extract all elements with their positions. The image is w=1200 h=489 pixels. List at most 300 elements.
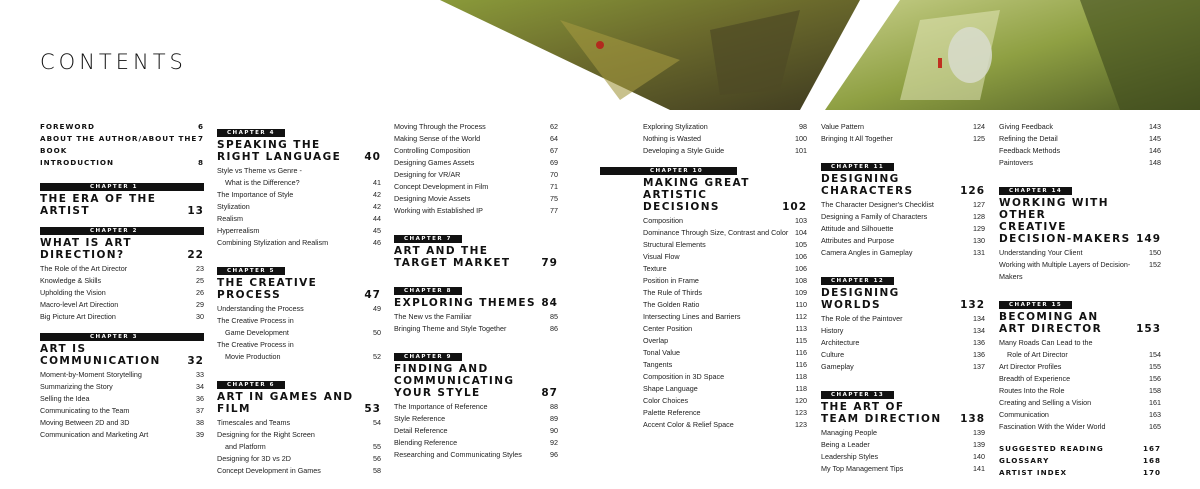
toc-entry[interactable]: [999, 409, 1161, 421]
toc-entry-page: 109: [795, 288, 807, 297]
toc-entry[interactable]: [40, 381, 204, 393]
toc-entry-page: 55: [373, 442, 381, 451]
toc-entry[interactable]: [394, 169, 558, 181]
chapter-title[interactable]: [999, 197, 1161, 245]
toc-entry-title: Intersecting Lines and Barriers: [643, 312, 741, 321]
chapter-badge: CHAPTER 9: [394, 353, 462, 361]
chapter-badge: CHAPTER 1: [40, 183, 204, 191]
chapter-title[interactable]: [643, 177, 807, 213]
chapter-badge: CHAPTER 10: [600, 167, 737, 175]
toc-column-6: [999, 121, 1161, 489]
toc-entry-page: 134: [973, 326, 985, 335]
toc-entry[interactable]: [217, 213, 381, 225]
toc-entry[interactable]: [999, 373, 1161, 385]
toc-entry-title: Exploring Stylization: [643, 122, 708, 131]
toc-entry[interactable]: [821, 451, 985, 463]
chapter-page-number: 40: [364, 151, 381, 163]
toc-entry[interactable]: [40, 405, 204, 417]
toc-entry-title: Macro-level Art Direction: [40, 300, 119, 309]
toc-entry[interactable]: [999, 133, 1161, 145]
toc-entry[interactable]: [643, 251, 807, 263]
cover-art-illustration: [380, 0, 1200, 110]
toc-entry-page: 56: [373, 454, 381, 463]
toc-entry[interactable]: [40, 263, 204, 275]
toc-entry-title: Art Director Profiles: [999, 362, 1062, 371]
chapter-title-text: THE CREATIVE PROCESS: [217, 277, 318, 301]
toc-entry[interactable]: [643, 347, 807, 359]
toc-entry-page: 113: [795, 324, 807, 333]
chapter-page-number: 132: [960, 299, 985, 311]
toc-entry-page: 64: [550, 134, 558, 143]
toc-entry-page: 54: [373, 418, 381, 427]
chapter-block: [821, 155, 985, 259]
chapter-block: [40, 227, 204, 323]
toc-entry-title: Designing Movie Assets: [394, 194, 471, 203]
toc-entry-title: Shape Language: [643, 384, 698, 393]
chapter-block: [217, 121, 381, 249]
toc-entry-page: 108: [795, 276, 807, 285]
toc-entry-title: The Golden Ratio: [643, 300, 700, 309]
toc-entry-title: Architecture: [821, 338, 860, 347]
toc-entry[interactable]: [217, 453, 381, 465]
toc-entry-title: Feedback Methods: [999, 146, 1061, 155]
toc-entry-title: Attitude and Silhouette: [821, 224, 894, 233]
toc-entry-page: 104: [795, 228, 807, 237]
toc-entry-title: Paintovers: [999, 158, 1033, 167]
toc-entry[interactable]: [40, 369, 204, 381]
toc-frontmatter-entry[interactable]: [40, 121, 204, 133]
toc-entry[interactable]: [999, 349, 1161, 361]
chapter-title[interactable]: [394, 363, 558, 399]
toc-entry[interactable]: [999, 121, 1161, 133]
toc-entry-page: 139: [973, 440, 985, 449]
toc-entry[interactable]: [821, 211, 985, 223]
toc-entry[interactable]: [643, 299, 807, 311]
toc-entry-title: Stylization: [217, 202, 250, 211]
toc-entry[interactable]: [821, 439, 985, 451]
toc-entry-title: Selling the Idea: [40, 394, 90, 403]
toc-entry-title: Overlap: [643, 336, 669, 345]
toc-entry[interactable]: [821, 235, 985, 247]
toc-entry[interactable]: [217, 237, 381, 249]
chapter-badge: CHAPTER 13: [821, 391, 894, 399]
toc-entry-title: Attributes and Purpose: [821, 236, 895, 245]
chapter-title-text: DESIGNING CHARACTERS: [821, 173, 914, 197]
toc-entry-title: Concept Development in Games: [217, 466, 321, 475]
chapter-badge: CHAPTER 15: [999, 301, 1072, 309]
toc-entry-title: Moment-by-Moment Storytelling: [40, 370, 142, 379]
chapter-page-number: 47: [364, 289, 381, 301]
toc-entry-page: 98: [799, 122, 807, 131]
toc-entry-title: Center Position: [643, 324, 693, 333]
toc-entry[interactable]: [643, 227, 807, 239]
toc-entry-title: Making Sense of the World: [394, 134, 481, 143]
toc-entry[interactable]: [394, 311, 558, 323]
toc-entry-page: 42: [373, 202, 381, 211]
toc-entry[interactable]: [217, 225, 381, 237]
chapter-page-number: 22: [187, 249, 204, 261]
toc-entry-title: GLOSSARY: [999, 456, 1050, 465]
toc-entry[interactable]: [821, 133, 985, 145]
toc-entry-title: History: [821, 326, 844, 335]
toc-entry-page: 44: [373, 214, 381, 223]
toc-entry[interactable]: [217, 351, 381, 363]
toc-entry-page: 92: [550, 438, 558, 447]
toc-entry[interactable]: [643, 275, 807, 287]
toc-entry-title: Bringing It All Together: [821, 134, 893, 143]
toc-entry[interactable]: [217, 201, 381, 213]
toc-entry-title: Researching and Communicating Styles: [394, 450, 522, 459]
chapter-page-number: 126: [960, 185, 985, 197]
toc-entry-title: Managing People: [821, 428, 877, 437]
toc-entry[interactable]: [643, 133, 807, 145]
toc-entry-page: 50: [373, 328, 381, 337]
toc-entry-page: 89: [550, 414, 558, 423]
chapter-block: [821, 383, 985, 475]
toc-entry-page: 129: [973, 224, 985, 233]
chapter-title-text: WORKING WITH OTHER CREATIVE DECISION-MAKERS: [999, 197, 1131, 245]
chapter-title-text: ART IN GAMES AND FILM: [217, 391, 354, 415]
toc-entry-page: 23: [196, 264, 204, 273]
chapter-badge: CHAPTER 3: [40, 333, 204, 341]
toc-entry-page: 45: [373, 226, 381, 235]
toc-entry-page: 118: [795, 372, 807, 381]
toc-entry[interactable]: [394, 323, 558, 335]
toc-entry[interactable]: [394, 181, 558, 193]
toc-entry[interactable]: [394, 205, 558, 217]
toc-entry-title: Tangents: [643, 360, 673, 369]
chapter-block: [394, 121, 558, 217]
toc-entry-title: Style vs Theme vs Genre -: [217, 166, 302, 175]
toc-column-5: [821, 121, 985, 485]
chapter-title[interactable]: [40, 193, 204, 217]
toc-entry-title: Breadth of Experience: [999, 374, 1071, 383]
toc-column-2: [217, 121, 381, 487]
toc-entry[interactable]: [999, 421, 1161, 433]
toc-entry[interactable]: [643, 323, 807, 335]
toc-entry[interactable]: [217, 315, 381, 327]
toc-entry-title: Fascination With the Wider World: [999, 422, 1106, 431]
toc-entry-page: 155: [1149, 362, 1161, 371]
toc-entry[interactable]: [643, 371, 807, 383]
toc-entry-page: 25: [196, 276, 204, 285]
toc-entry-title: The Creative Process in: [217, 316, 294, 325]
toc-entry-title: Color Choices: [643, 396, 689, 405]
toc-entry-title: Culture: [821, 350, 845, 359]
toc-entry-title: Hyperrealism: [217, 226, 260, 235]
toc-entry-page: 70: [550, 170, 558, 179]
toc-entry[interactable]: [40, 275, 204, 287]
toc-entry[interactable]: [643, 287, 807, 299]
toc-entry-title: Detail Reference: [394, 426, 448, 435]
toc-entry-title: Concept Development in Film: [394, 182, 489, 191]
toc-column-4: [643, 121, 807, 441]
toc-entry-page: 148: [1149, 158, 1161, 167]
toc-entry-page: 128: [973, 212, 985, 221]
toc-entry-title: Working with Established IP: [394, 206, 483, 215]
toc-entry-page: 118: [795, 384, 807, 393]
toc-entry[interactable]: [40, 287, 204, 299]
toc-entry[interactable]: [217, 177, 381, 189]
toc-entry-title: The Importance of Style: [217, 190, 294, 199]
toc-entry[interactable]: [40, 393, 204, 405]
chapter-page-number: 153: [1136, 323, 1161, 335]
toc-entry[interactable]: [217, 465, 381, 477]
chapter-title[interactable]: [821, 287, 985, 311]
toc-entry[interactable]: [821, 337, 985, 349]
toc-entry-page: 62: [550, 122, 558, 131]
toc-entry-page: 106: [795, 252, 807, 261]
chapter-title-text: DESIGNING WORLDS: [821, 287, 900, 311]
toc-entry[interactable]: [394, 157, 558, 169]
toc-entry[interactable]: [394, 413, 558, 425]
chapter-block: [821, 269, 985, 373]
toc-entry[interactable]: [394, 449, 558, 461]
toc-entry[interactable]: [643, 383, 807, 395]
chapter-title-text: SPEAKING THE RIGHT LANGUAGE: [217, 139, 342, 163]
toc-entry-title: Understanding the Process: [217, 304, 304, 313]
chapter-title[interactable]: [217, 391, 381, 415]
toc-entry-page: 41: [373, 178, 381, 187]
toc-entry[interactable]: [217, 165, 381, 177]
chapter-badge: CHAPTER 12: [821, 277, 894, 285]
toc-entry[interactable]: [40, 429, 204, 441]
toc-entry[interactable]: [821, 427, 985, 439]
toc-entry-page: 136: [973, 338, 985, 347]
toc-entry-title: Leadership Styles: [821, 452, 879, 461]
toc-entry[interactable]: [821, 361, 985, 373]
toc-entry-title: Gameplay: [821, 362, 854, 371]
toc-entry-page: 52: [373, 352, 381, 361]
chapter-title[interactable]: [217, 277, 381, 301]
toc-entry[interactable]: [643, 359, 807, 371]
toc-entry[interactable]: [643, 145, 807, 157]
toc-entry-page: 67: [550, 146, 558, 155]
toc-entry[interactable]: [999, 259, 1161, 283]
toc-entry[interactable]: [821, 247, 985, 259]
toc-entry[interactable]: [394, 401, 558, 413]
toc-entry[interactable]: [821, 325, 985, 337]
toc-entry[interactable]: [999, 385, 1161, 397]
toc-entry[interactable]: [643, 407, 807, 419]
toc-entry-page: 140: [973, 452, 985, 461]
chapter-title[interactable]: [821, 401, 985, 425]
toc-entry-page: 58: [373, 466, 381, 475]
toc-entry-page: 26: [196, 288, 204, 297]
toc-entry[interactable]: [999, 337, 1161, 349]
toc-entry[interactable]: [217, 189, 381, 201]
toc-entry-page: 123: [795, 420, 807, 429]
toc-entry[interactable]: [821, 313, 985, 325]
toc-entry-title: The Role of the Paintover: [821, 314, 903, 323]
toc-entry-title: Bringing Theme and Style Together: [394, 324, 507, 333]
toc-entry-page: 130: [973, 236, 985, 245]
chapter-page-number: 13: [187, 205, 204, 217]
toc-entry-page: 116: [795, 348, 807, 357]
toc-entry-page: 167: [1142, 444, 1161, 453]
toc-entry-title: Movie Production: [225, 352, 281, 361]
toc-entry[interactable]: [999, 397, 1161, 409]
toc-entry-title: Working with Multiple Layers of Decision-Makers: [999, 260, 1131, 281]
toc-frontmatter-entry[interactable]: [40, 133, 204, 157]
toc-entry-title: Designing for the Right Screen: [217, 430, 315, 439]
toc-entry[interactable]: [821, 349, 985, 361]
chapter-page-number: 53: [364, 403, 381, 415]
toc-entry-title: Camera Angles in Gameplay: [821, 248, 913, 257]
toc-entry-title: Being a Leader: [821, 440, 870, 449]
toc-entry-title: The Rule of Thirds: [643, 288, 702, 297]
toc-entry-title: Position in Frame: [643, 276, 699, 285]
chapter-block: [999, 179, 1161, 283]
toc-entry-page: 120: [795, 396, 807, 405]
toc-entry[interactable]: [999, 157, 1161, 169]
toc-entry-title: ARTIST INDEX: [999, 468, 1068, 477]
chapter-badge: CHAPTER 11: [821, 163, 894, 171]
toc-entry-page: 42: [373, 190, 381, 199]
chapter-page-number: 149: [1136, 233, 1161, 245]
toc-entry-title: Role of Art Director: [1007, 350, 1068, 359]
toc-entry[interactable]: [217, 441, 381, 453]
toc-entry[interactable]: [821, 121, 985, 133]
chapter-block: [394, 345, 558, 461]
toc-entry[interactable]: [643, 419, 807, 431]
chapter-title-text: WHAT IS ART DIRECTION?: [40, 237, 132, 261]
chapter-badge: CHAPTER 14: [999, 187, 1072, 195]
toc-entry-page: 170: [1142, 468, 1161, 477]
chapter-title-text: BECOMING AN ART DIRECTOR: [999, 311, 1103, 335]
toc-entry[interactable]: [643, 311, 807, 323]
chapter-title-text: THE ERA OF THE ARTIST: [40, 193, 157, 217]
page-title: CONTENTS: [40, 50, 187, 74]
toc-entry-title: The Role of the Art Director: [40, 264, 128, 273]
toc-entry[interactable]: [999, 361, 1161, 373]
toc-entry-title: Refining the Detail: [999, 134, 1058, 143]
toc-entry[interactable]: [999, 145, 1161, 157]
chapter-page-number: 87: [541, 387, 558, 399]
toc-entry-page: 100: [795, 134, 807, 143]
toc-entry-page: 8: [197, 158, 204, 167]
toc-entry-title: Many Roads Can Lead to the: [999, 338, 1093, 347]
toc-entry-title: Designing a Family of Characters: [821, 212, 928, 221]
toc-entry-title: Designing for 3D vs 2D: [217, 454, 291, 463]
toc-entry[interactable]: [643, 215, 807, 227]
toc-entry[interactable]: [821, 199, 985, 211]
toc-entry[interactable]: [643, 335, 807, 347]
toc-entry[interactable]: [643, 395, 807, 407]
toc-entry[interactable]: [217, 429, 381, 441]
chapter-title[interactable]: [821, 173, 985, 197]
toc-entry[interactable]: [394, 133, 558, 145]
chapter-page-number: 102: [782, 201, 807, 213]
toc-entry[interactable]: [217, 339, 381, 351]
toc-entry[interactable]: [394, 145, 558, 157]
toc-entry[interactable]: [217, 303, 381, 315]
chapter-page-number: 84: [541, 297, 558, 309]
toc-entry-title: Understanding Your Client: [999, 248, 1083, 257]
toc-entry-title: Accent Color & Relief Space: [643, 420, 734, 429]
toc-entry-page: 77: [550, 206, 558, 215]
toc-frontmatter-entry[interactable]: [40, 157, 204, 169]
toc-entry[interactable]: [394, 121, 558, 133]
chapter-page-number: 79: [541, 257, 558, 269]
toc-entry-title: Realism: [217, 214, 243, 223]
toc-frontmatter-entry[interactable]: [999, 443, 1161, 455]
toc-entry-title: Dominance Through Size, Contrast and Color: [643, 228, 789, 237]
chapter-title[interactable]: [999, 311, 1161, 335]
toc-entry-page: 105: [795, 240, 807, 249]
chapter-page-number: 138: [960, 413, 985, 425]
toc-entry-title: Visual Flow: [643, 252, 680, 261]
toc-entry-title: The Importance of Reference: [394, 402, 488, 411]
toc-frontmatter-entry[interactable]: [999, 467, 1161, 479]
toc-entry-title: Designing Games Assets: [394, 158, 475, 167]
toc-entry-title: Developing a Style Guide: [643, 146, 725, 155]
toc-entry-page: 90: [550, 426, 558, 435]
toc-entry[interactable]: [40, 417, 204, 429]
toc-entry[interactable]: [643, 121, 807, 133]
toc-entry-title: Routes Into the Role: [999, 386, 1065, 395]
toc-entry-title: Palette Reference: [643, 408, 701, 417]
chapter-block: [643, 167, 807, 431]
chapter-title[interactable]: [394, 297, 558, 309]
toc-entry-page: 29: [196, 300, 204, 309]
chapter-badge: CHAPTER 7: [394, 235, 462, 243]
toc-entry[interactable]: [394, 425, 558, 437]
chapter-title[interactable]: [394, 245, 558, 269]
toc-entry-title: Communication and Marketing Art: [40, 430, 149, 439]
toc-entry-title: Style Reference: [394, 414, 446, 423]
toc-entry-title: The Creative Process in: [217, 340, 294, 349]
toc-entry-page: 141: [973, 464, 985, 473]
toc-entry[interactable]: [643, 263, 807, 275]
toc-entry-page: 165: [1149, 422, 1161, 431]
toc-entry-title: and Platform: [225, 442, 266, 451]
chapter-block: [394, 227, 558, 269]
chapter-title[interactable]: [40, 343, 204, 367]
toc-entry-title: INTRODUCTION: [40, 158, 115, 167]
toc-entry-title: Knowledge & Skills: [40, 276, 102, 285]
toc-entry-title: Communication: [999, 410, 1049, 419]
toc-entry-title: Value Pattern: [821, 122, 865, 131]
toc-entry[interactable]: [40, 311, 204, 323]
toc-entry-title: Nothing is Wasted: [643, 134, 702, 143]
toc-column-3: [394, 121, 558, 471]
chapter-badge: CHAPTER 5: [217, 267, 285, 275]
toc-entry[interactable]: [821, 223, 985, 235]
toc-entry[interactable]: [821, 463, 985, 475]
toc-entry-page: 86: [550, 324, 558, 333]
chapter-title[interactable]: [40, 237, 204, 261]
toc-entry[interactable]: [217, 417, 381, 429]
toc-entry-title: Structural Elements: [643, 240, 706, 249]
toc-entry-page: 168: [1142, 456, 1161, 465]
chapter-badge: CHAPTER 4: [217, 129, 285, 137]
toc-entry[interactable]: [394, 437, 558, 449]
chapter-title[interactable]: [217, 139, 381, 163]
chapter-block: [217, 373, 381, 477]
toc-entry[interactable]: [40, 299, 204, 311]
toc-entry-page: 46: [373, 238, 381, 247]
chapter-block: [40, 333, 204, 441]
toc-entry-title: Moving Between 2D and 3D: [40, 418, 130, 427]
toc-entry[interactable]: [217, 327, 381, 339]
toc-frontmatter-entry[interactable]: [999, 455, 1161, 467]
toc-entry[interactable]: [394, 193, 558, 205]
toc-entry-title: Creating and Selling a Vision: [999, 398, 1092, 407]
chapter-block: [217, 259, 381, 363]
toc-entry[interactable]: [999, 247, 1161, 259]
toc-entry[interactable]: [643, 239, 807, 251]
